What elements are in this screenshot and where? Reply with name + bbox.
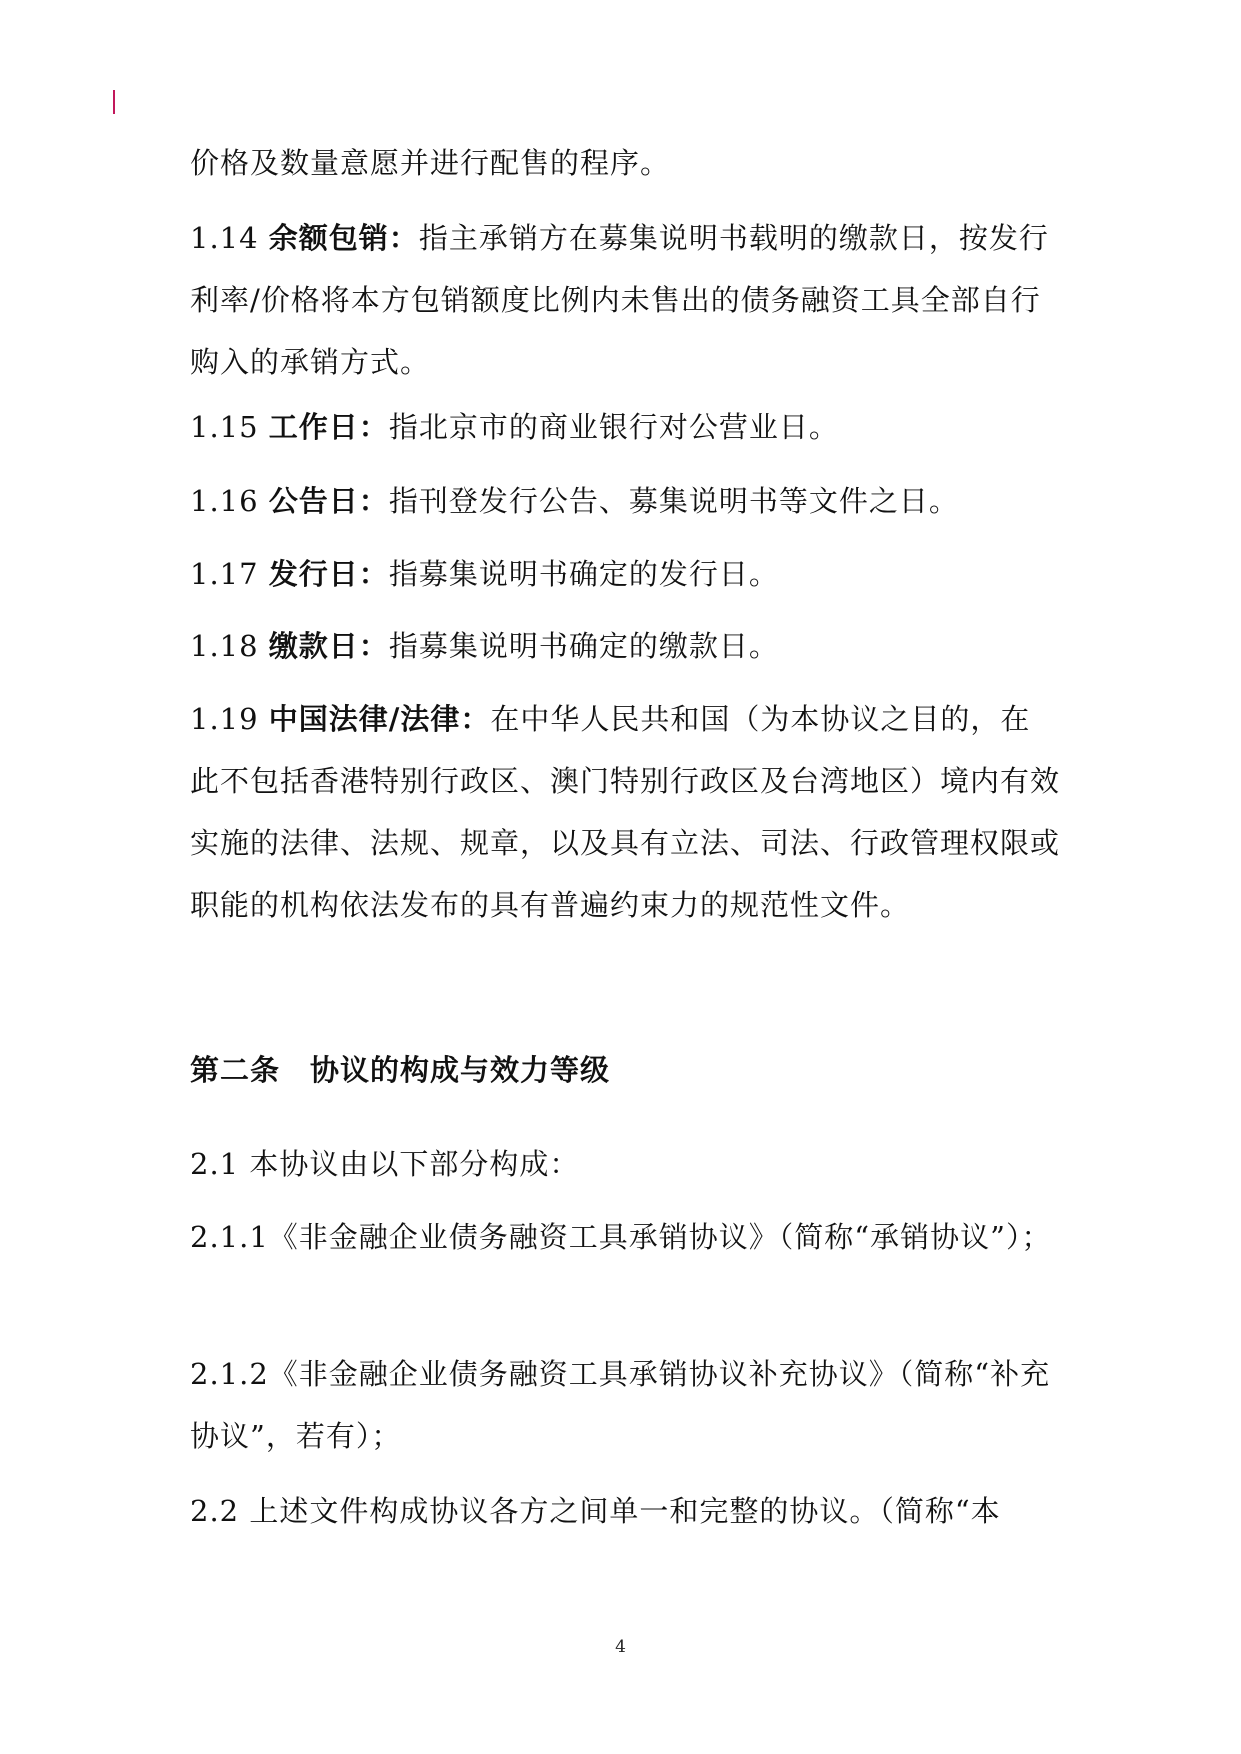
- paragraph-text: 指北京市的商业银行对公营业日。: [388, 410, 839, 444]
- paragraph-text: 2.1 本协议由以下部分构成：: [190, 1147, 580, 1181]
- defined-term: 缴款日：: [268, 629, 389, 663]
- defined-term: 余额包销：: [268, 221, 419, 255]
- paragraph-text: 指募集说明书确定的缴款日。: [388, 629, 779, 663]
- paragraph-1-19: [190, 688, 1060, 936]
- paragraph-2-1-1: [190, 1206, 1060, 1268]
- paragraph-text: 指主承销方在募集说明书载明的缴款日，按发行利率/价格将本方包销额度比例内未售出的债务融资工具全部自行购入的承销方式。: [190, 221, 1049, 379]
- defined-term: 工作日：: [268, 410, 389, 444]
- paragraph-1-16: [190, 470, 1060, 532]
- paragraph-1-17: [190, 543, 1060, 605]
- section-heading: 第二条 协议的构成与效力等级: [190, 1053, 611, 1087]
- paragraph-2-1: [190, 1133, 1060, 1195]
- paragraph-text: 2.1.2《非金融企业债务融资工具承销协议补充协议》（简称“补充协议”，若有）；: [190, 1357, 1051, 1453]
- paragraph-text: 价格及数量意愿并进行配售的程序。: [190, 146, 671, 180]
- paragraph-text: 指刊登发行公告、募集说明书等文件之日。: [388, 484, 959, 518]
- defined-term: 中国法律/法律：: [268, 702, 491, 736]
- paragraph-text: 2.1.1《非金融企业债务融资工具承销协议》（简称“承销协议”）；: [190, 1220, 1052, 1254]
- clause-number: 1.14: [190, 221, 269, 255]
- paragraph-1-18: [190, 615, 1060, 677]
- defined-term: 发行日：: [268, 557, 389, 591]
- clause-number: 1.19: [190, 702, 269, 736]
- page-number: 4: [615, 1637, 626, 1657]
- clause-number: 1.18: [190, 629, 269, 663]
- paragraph-text: 指募集说明书确定的发行日。: [388, 557, 779, 591]
- margin-mark: [113, 90, 115, 114]
- clause-number: 1.15: [190, 410, 269, 444]
- paragraph-continuation: [190, 132, 1060, 194]
- paragraph-text: 在中华人民共和国（为本协议之目的，在此不包括香港特别行政区、澳门特别行政区及台湾地区）境内有效实施的法律、法规、规章，以及具有立法、司法、行政管理权限或职能的机构依法发布的具有普遍约束力的规范性文件。: [190, 702, 1061, 922]
- paragraph-2-2: [190, 1480, 1060, 1542]
- clause-number: 1.16: [190, 484, 269, 518]
- paragraph-text: 2.2 上述文件构成协议各方之间单一和完整的协议。（简称“本: [190, 1494, 1001, 1528]
- paragraph-1-14: [190, 207, 1060, 393]
- defined-term: 公告日：: [268, 484, 389, 518]
- paragraph-1-15: [190, 396, 1060, 458]
- clause-number: 1.17: [190, 557, 269, 591]
- paragraph-2-1-2: [190, 1343, 1060, 1467]
